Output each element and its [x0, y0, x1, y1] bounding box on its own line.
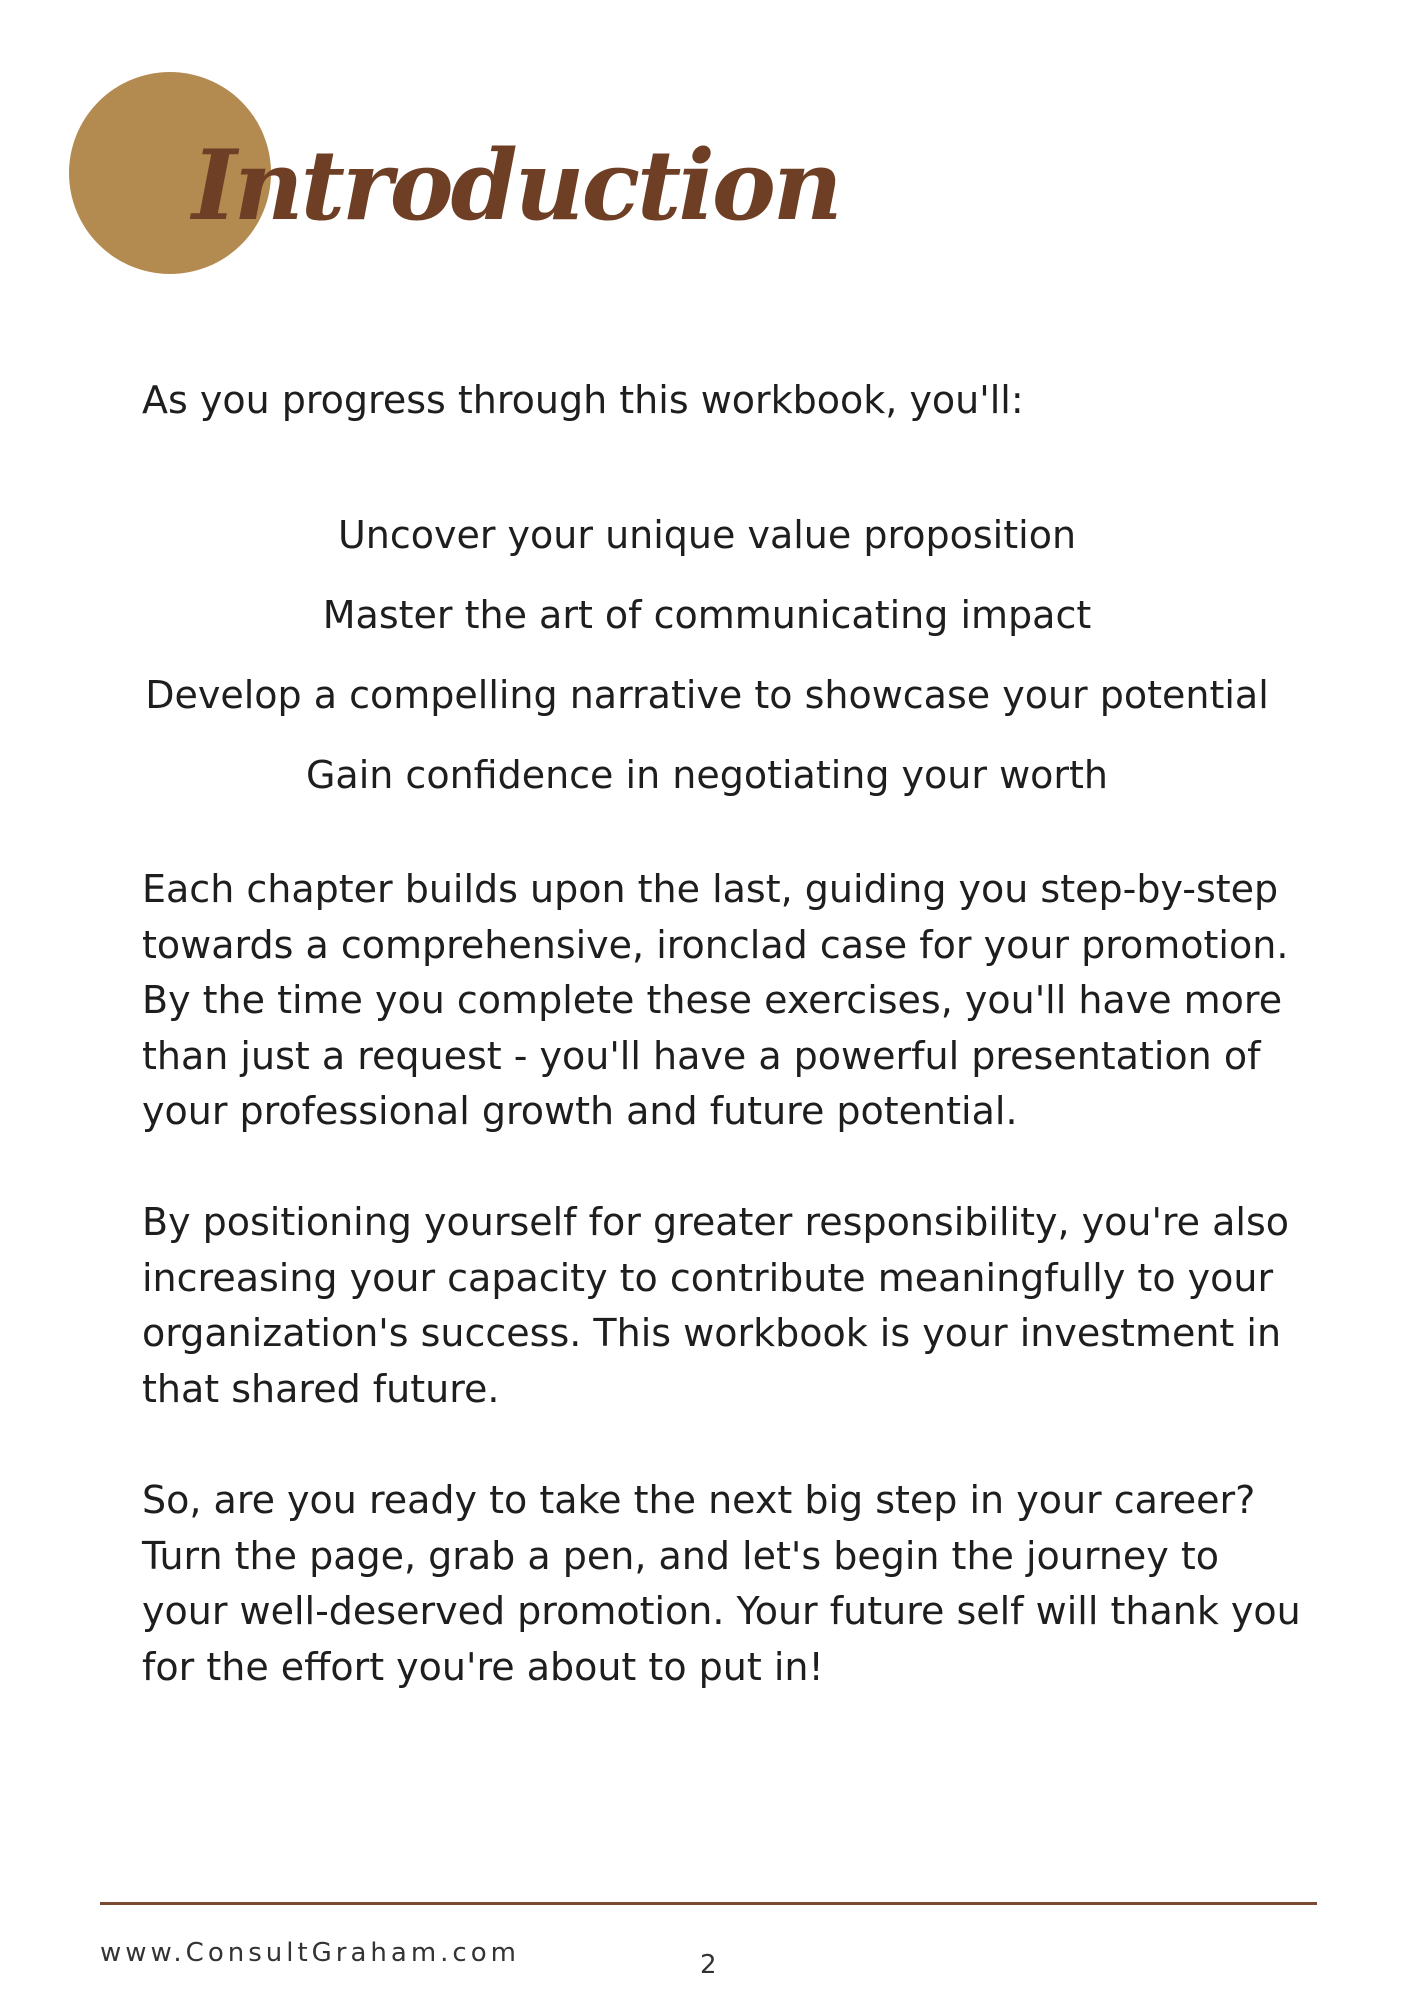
outcome-item: Develop a compelling narrative to showcase your potential [145, 673, 1269, 717]
body-paragraph: By positioning yourself for greater responsibility, you're also increasing your capacity to contribute meaningfully to your organization's success. This workbook is your investment in that shared future. [142, 1200, 1290, 1411]
body-paragraph: Each chapter builds upon the last, guiding you step-by-step towards a comprehensive, ironclad case for your promotion. By the time you complete these exercises, you'll have more than just a request - you'll have a powerful presentation of your professional growth and future potential. [142, 867, 1289, 1133]
intro-lead: As you progress through this workbook, you'll: [142, 378, 1024, 422]
page-title: Introduction [192, 129, 840, 242]
outcome-item: Master the art of communicating impact [322, 593, 1092, 637]
footer-website: www.ConsultGraham.com [100, 1938, 520, 1968]
outcomes-list [142, 495, 1272, 815]
outcome-item: Gain confidence in negotiating your worth [305, 753, 1109, 797]
footer-divider [100, 1902, 1317, 1905]
body-paragraph: So, are you ready to take the next big step in your career? Turn the page, grab a pen, and let's begin the journey to your well-deserved promotion. Your future self will thank you for the effort you're about to put in! [142, 1478, 1301, 1689]
page-number: 2 [700, 1950, 717, 1980]
outcome-item: Uncover your unique value proposition [337, 513, 1077, 557]
